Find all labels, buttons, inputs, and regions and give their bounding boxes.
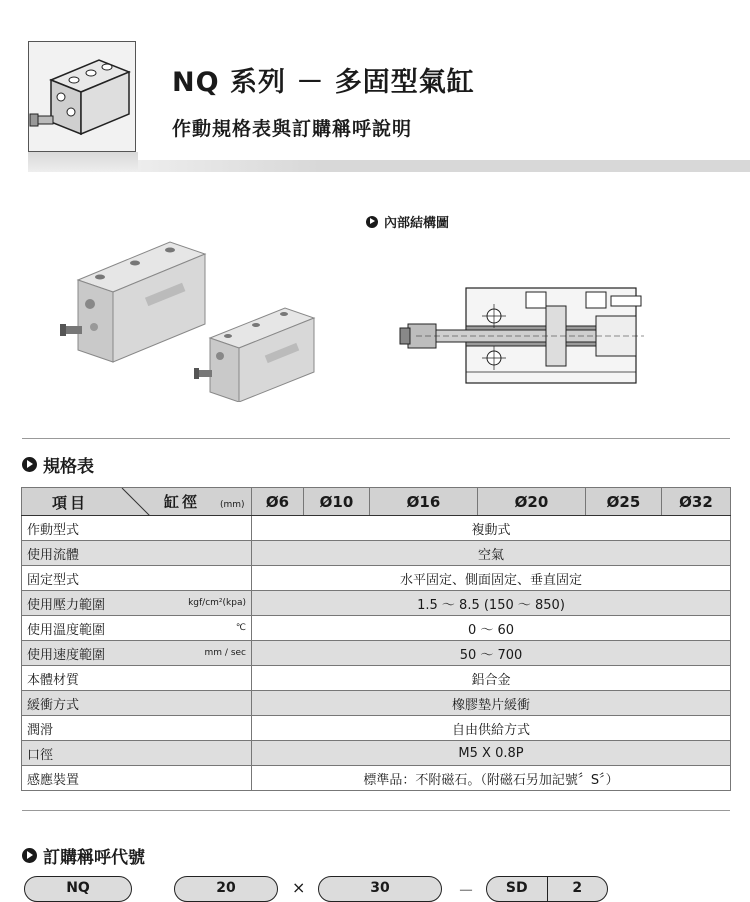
page-subtitle: 作動規格表與訂購稱呼說明 — [172, 118, 413, 140]
bore-header: Ø32 — [662, 488, 731, 516]
spec-row-name: 使用溫度範圍 — [27, 622, 106, 638]
spec-row — [22, 616, 731, 641]
spec-row — [22, 641, 731, 666]
spec-row — [22, 566, 731, 591]
spec-row-value: 空氣 — [252, 541, 731, 566]
spec-row-name: 作動型式 — [27, 522, 80, 538]
order-series-pill: NQ — [24, 876, 132, 902]
spec-row-unit: kgf/cm²(kpa) — [188, 597, 246, 608]
spec-row-name-cell — [22, 541, 252, 566]
spec-row-name-cell — [22, 691, 252, 716]
spec-row-name-cell — [22, 741, 252, 766]
spec-row — [22, 741, 731, 766]
spec-row-name-cell — [22, 641, 252, 666]
inner-structure-heading — [366, 212, 449, 231]
section-divider — [22, 810, 730, 811]
spec-row-name-cell — [22, 616, 252, 641]
order-option-code: SD — [487, 877, 548, 901]
spec-row-name: 使用流體 — [27, 547, 80, 563]
order-dash: － — [458, 881, 475, 900]
spec-table — [21, 487, 731, 791]
internal-structure-diagram — [396, 276, 646, 400]
corner-unit-label: (mm) — [220, 500, 245, 510]
spec-row — [22, 766, 731, 791]
spec-row-name-cell — [22, 766, 252, 791]
spec-row — [22, 666, 731, 691]
spec-section-label: 規格表 — [43, 457, 94, 477]
order-option-pill — [486, 876, 608, 902]
order-option-count: 2 — [572, 880, 583, 896]
spec-row — [22, 516, 731, 541]
order-times-sign: × — [292, 878, 306, 897]
spec-row-value: 1.5 ～ 8.5 (150 ～ 850) — [252, 591, 731, 616]
spec-row — [22, 591, 731, 616]
bore-header: Ø16 — [370, 488, 478, 516]
bore-header: Ø10 — [304, 488, 370, 516]
spec-row-name-cell — [22, 516, 252, 541]
spec-row-name: 固定型式 — [27, 572, 80, 588]
spec-row-name: 感應裝置 — [27, 772, 80, 788]
spec-row-value: 鋁合金 — [252, 666, 731, 691]
spec-row — [22, 541, 731, 566]
product-photo — [60, 232, 360, 406]
spec-row-value: 水平固定、側面固定、垂直固定 — [252, 566, 731, 591]
spec-row-name: 本體材質 — [27, 672, 80, 688]
spec-row-name: 潤滑 — [27, 722, 54, 738]
spec-row-value: 橡膠墊片緩衝 — [252, 691, 731, 716]
corner-item-label: 項目 — [52, 494, 89, 512]
header-band — [138, 160, 750, 172]
corner-bore-label: 缸徑 — [164, 493, 201, 511]
spec-row-value: 50 ～ 700 — [252, 641, 731, 666]
order-stroke-pill: 30 — [318, 876, 442, 902]
spec-row-name-cell — [22, 666, 252, 691]
bore-header: Ø6 — [252, 488, 304, 516]
spec-row-name-cell — [22, 716, 252, 741]
spec-row-name-cell — [22, 566, 252, 591]
spec-header-row — [22, 488, 731, 516]
spec-row-value: 標準品：不附磁石。（附磁石另加記號〞S〞） — [252, 766, 731, 791]
order-bore-pill: 20 — [174, 876, 278, 902]
order-section-label: 訂購稱呼代號 — [43, 848, 145, 868]
product-thumbnail — [28, 41, 136, 152]
play-bullet-icon — [22, 848, 37, 863]
spec-row-name: 緩衝方式 — [27, 697, 80, 713]
spec-corner-cell — [22, 488, 252, 516]
spec-heading — [22, 452, 94, 477]
play-bullet-icon — [22, 457, 37, 472]
spec-row-name-cell — [22, 591, 252, 616]
spec-row-name: 使用壓力範圍 — [27, 597, 106, 613]
bore-header: Ø20 — [478, 488, 586, 516]
spec-row-unit: mm / sec — [204, 647, 246, 658]
spec-row — [22, 716, 731, 741]
spec-row — [22, 691, 731, 716]
spec-row-value: M5 X 0.8P — [252, 741, 731, 766]
spec-row-name: 口徑 — [27, 747, 54, 763]
order-code-row — [0, 876, 750, 900]
spec-row-value: 0 ～ 60 — [252, 616, 731, 641]
inner-structure-label: 內部結構圖 — [384, 216, 450, 231]
page-title: NQ 系列 － 多固型氣缸 — [172, 67, 475, 98]
order-heading — [22, 843, 145, 868]
section-divider — [22, 438, 730, 439]
header-shadow — [28, 152, 138, 172]
spec-row-unit: ℃ — [235, 622, 246, 633]
spec-row-value: 自由供給方式 — [252, 716, 731, 741]
spec-row-value: 複動式 — [252, 516, 731, 541]
bore-header: Ø25 — [586, 488, 662, 516]
play-bullet-icon — [366, 216, 378, 228]
spec-row-name: 使用速度範圍 — [27, 647, 106, 663]
